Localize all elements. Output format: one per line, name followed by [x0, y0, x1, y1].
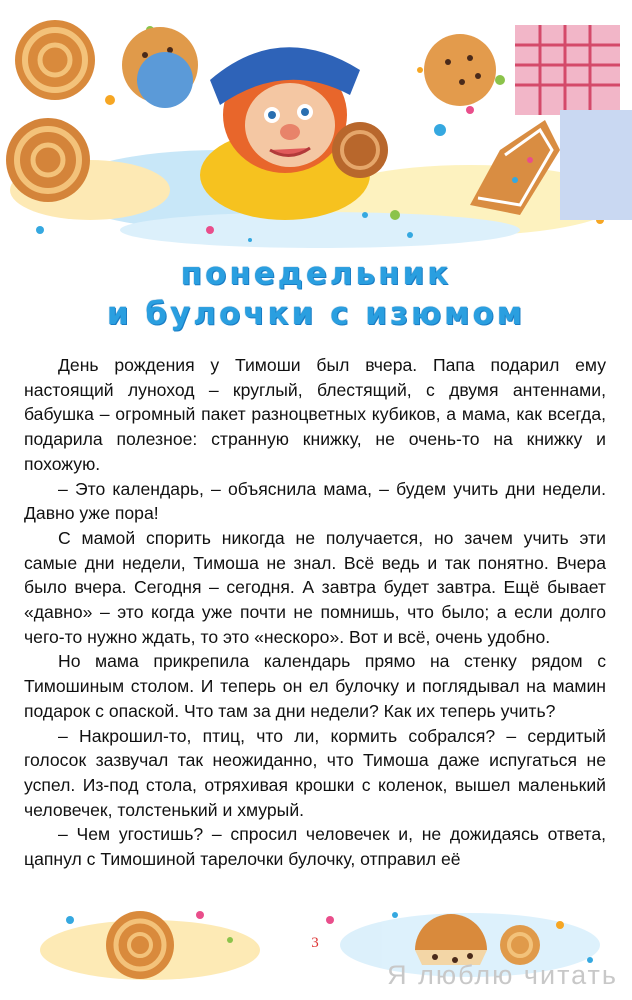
paragraph: Но мама прикрепила календарь прямо на стенку рядом с Тимошиным столом. И теперь он ел булочку и поглядывал на мамин подарок с опаской. Что там за дни недели? Как их теперь учить? [24, 651, 606, 721]
story-text [24, 353, 606, 872]
bun-right-top [424, 34, 496, 106]
bun-in-hand [332, 122, 388, 178]
paragraph: С мамой спорить никогда не получается, но зачем учить эти самые дни недели, Тимоша не знал. Всё ведь и так понятно. Вчера было вчера. Сегодня – сегодня. А завтра будет завтра. Ещё бывает «давно» – это когда уже почти не помнишь, что было; а если долго чего-то нужно ждать, то это «нескоро». Вот и всё, очень удобно. [24, 527, 606, 647]
bun-left-top [15, 20, 95, 100]
bun-left-bottom [6, 118, 90, 202]
bun-footer-small [500, 925, 540, 965]
paragraph: День рождения у Тимоши был вчера. Папа подарил ему настоящий луноход – круглый, блестящий, с двумя антеннами, бабушка – огромный пакет разноцветных кубиков, а мама, как всегда, подарила полезное: странную книжку, не очень-то на книжку и похожую. [24, 355, 606, 474]
bun-footer-left [106, 911, 174, 979]
header-illustration [0, 0, 632, 250]
page-number: 3 [311, 935, 319, 951]
paragraph: – Чем угостишь? – спросил человечек и, не дожидаясь ответа, цапнул с Тимошиной тарелочки булочку, отправил её [24, 824, 606, 870]
paragraph: – Накрошил-то, птиц, что ли, кормить собрался? – сердитый голосок зазвучал так неожиданно, что Тимоша даже испугаться не успел. Из-под стола, отряхивая крошки с коленок, вышел маленький человечек, толстенький и хмурый. [24, 725, 606, 820]
watermark: Я люблю читать [387, 960, 618, 990]
paragraph: – Это календарь, – объяснила мама, – будем учить дни недели. Давно уже пора! [24, 478, 606, 524]
chapter-title-line-1: понедельник [180, 256, 452, 292]
chapter-title-line-2: и булочки с изюмом [106, 296, 526, 332]
